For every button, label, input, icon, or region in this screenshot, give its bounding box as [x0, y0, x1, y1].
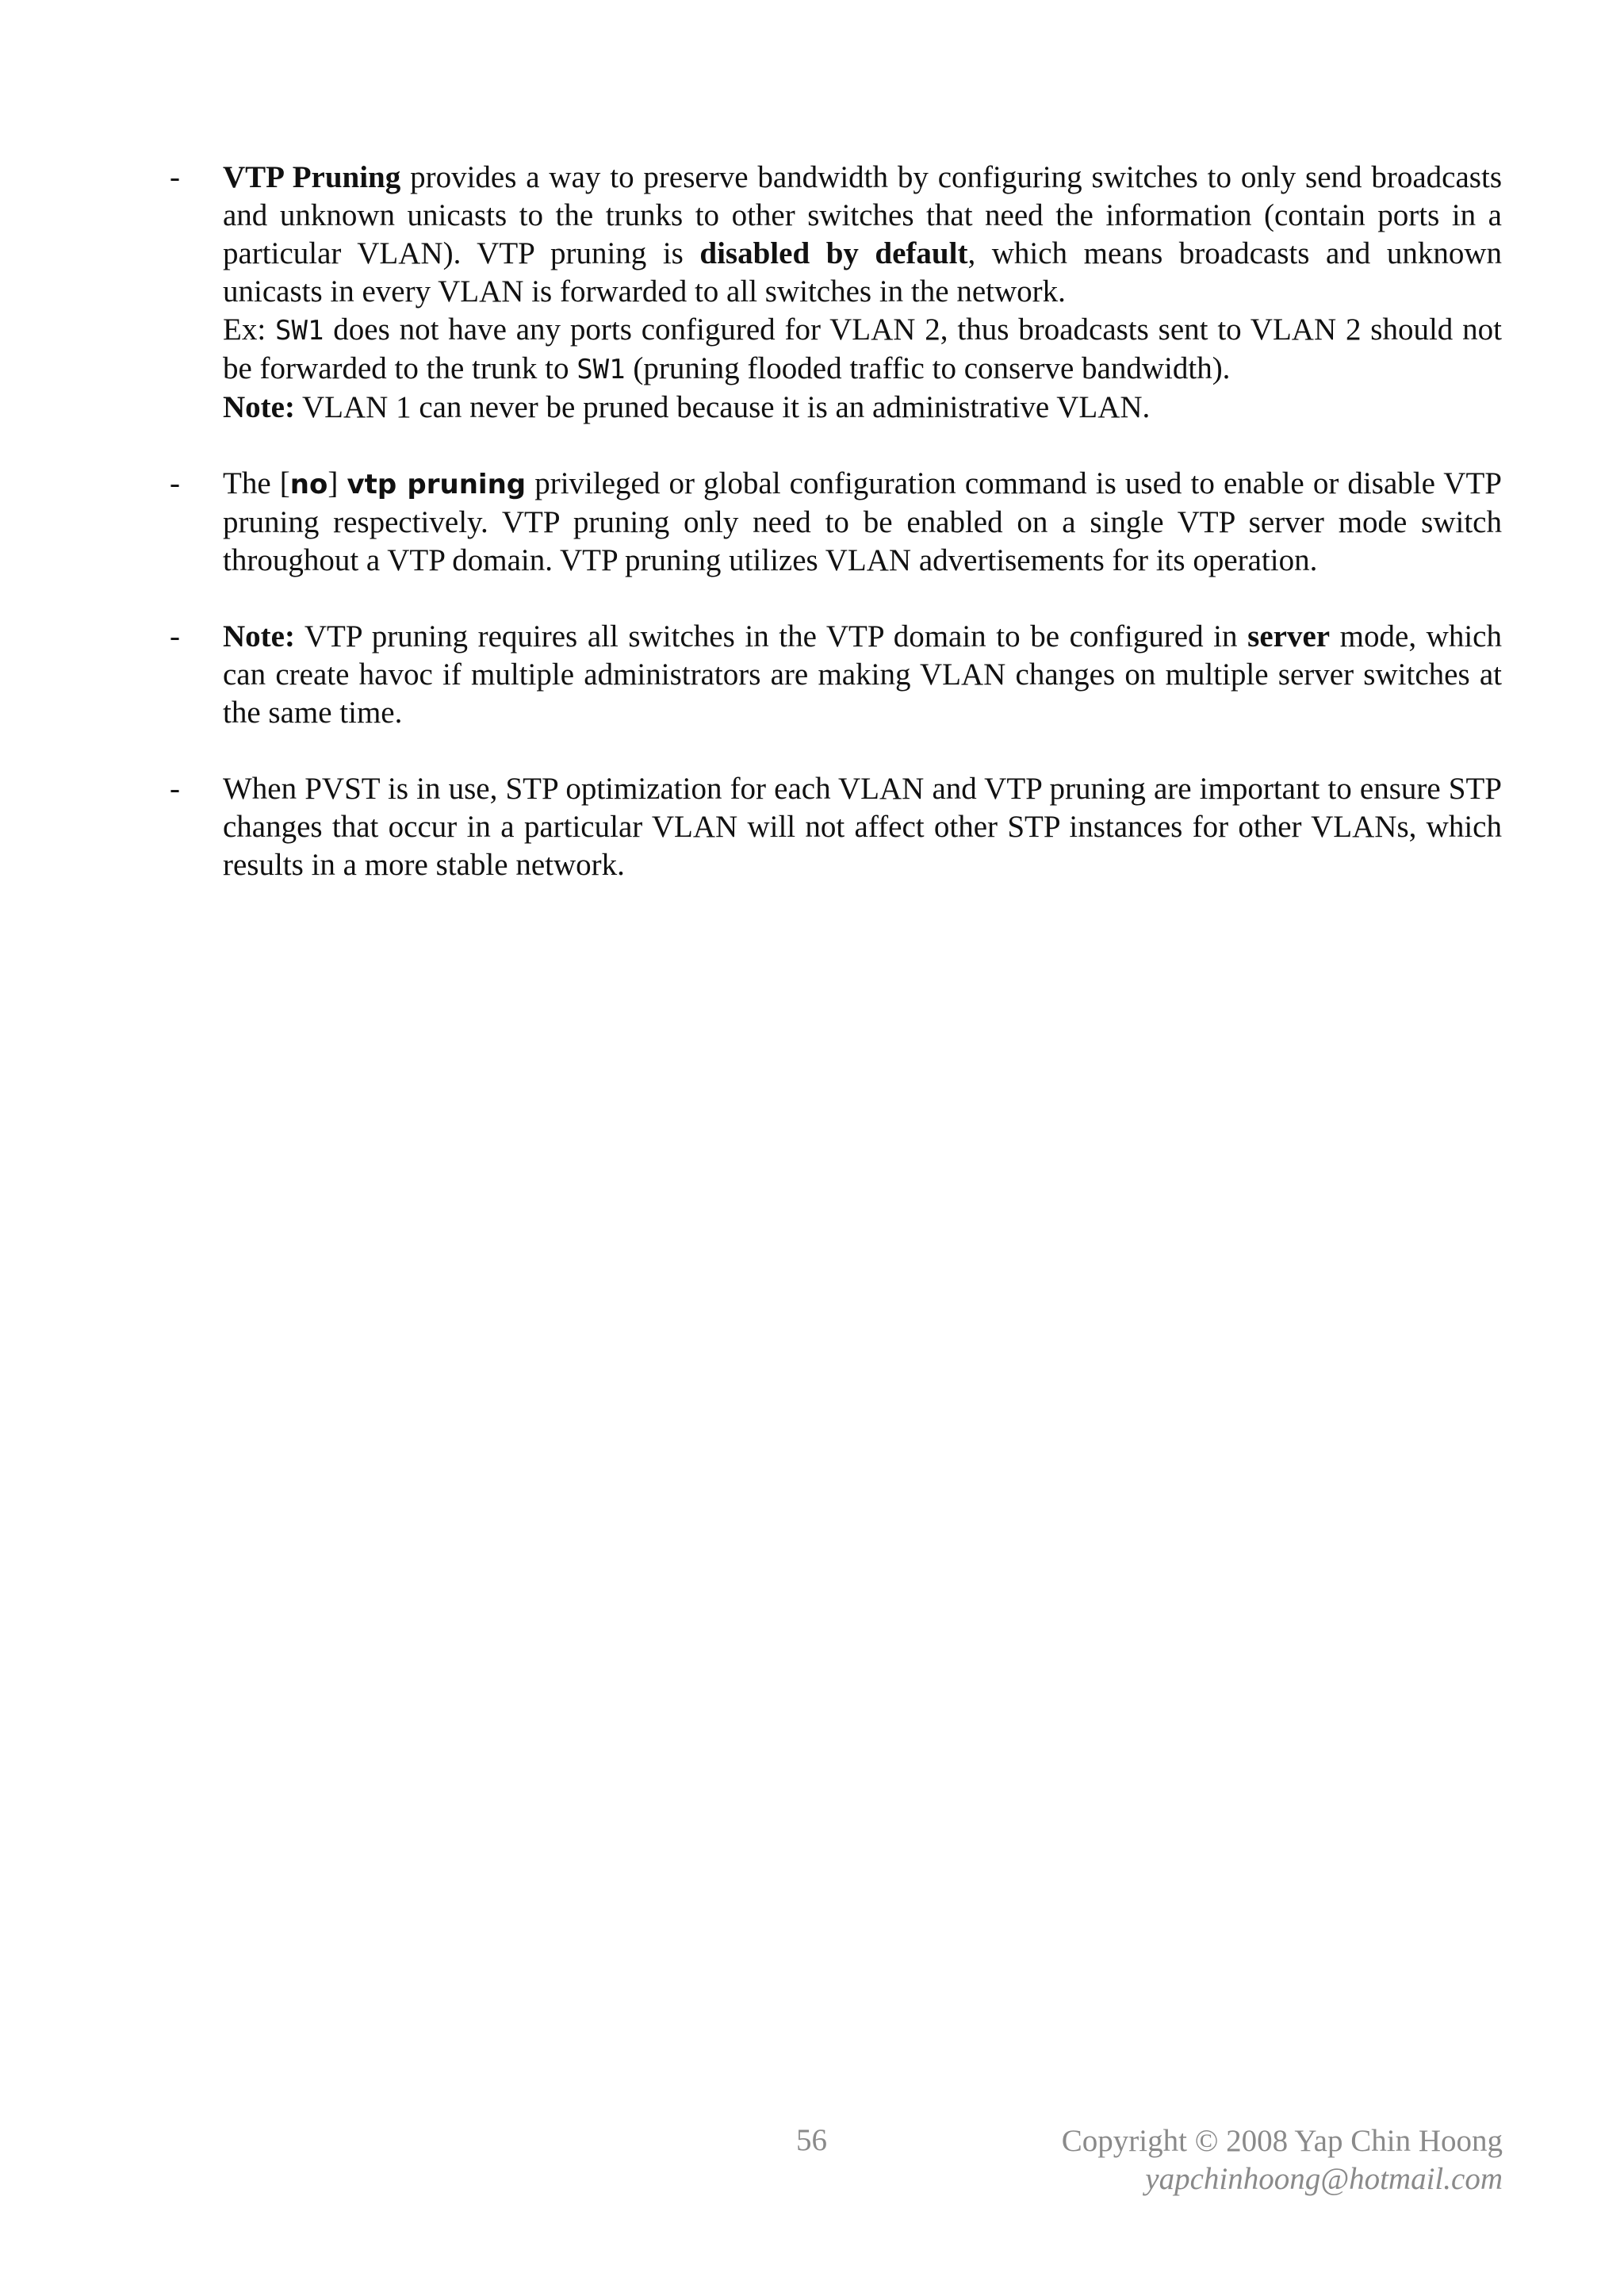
bold-term: server — [1247, 619, 1331, 654]
bullet-paragraph — [223, 770, 1502, 884]
code-text: SW1 — [576, 354, 626, 385]
bold-term: VTP Pruning — [223, 160, 401, 194]
paragraph-text: ] — [327, 466, 347, 500]
bullet-item — [170, 159, 1502, 427]
bullet-dash: - — [170, 772, 180, 806]
page-number: 56 — [796, 2123, 827, 2157]
paragraph-text: provides a way to preserve bandwidth by configuring switches to only send broadcasts and unknown unicasts to the trunks to other switches that need the information (contain ports in a particular VLAN). VTP pruning is — [223, 160, 1502, 270]
bullet-paragraph — [223, 618, 1502, 732]
code-keyword: no — [289, 469, 328, 500]
bullet-item — [170, 618, 1502, 732]
bullet-paragraph — [223, 465, 1502, 580]
paragraph-text: VTP pruning requires all switches in the VTP domain to be configured in — [294, 619, 1248, 654]
paragraph-text: mode, which can create havoc if multiple administrators are making VLAN changes on multiple server switches at the same time. — [223, 619, 1502, 730]
bold-term: disabled by default — [699, 236, 968, 270]
bullet-dash: - — [170, 160, 180, 194]
paragraph-text: When PVST is in use, STP optimization for each VLAN and VTP pruning are important to ensure STP changes that occur in a particular VLAN will not affect other STP instances for other VLANs, which results in a more stable network. — [223, 772, 1502, 882]
paragraph-text: The [ — [223, 466, 290, 500]
bullet-item — [170, 465, 1502, 580]
bullet-dash: - — [170, 619, 180, 654]
bullet-item — [170, 770, 1502, 884]
footer-credits — [1062, 2122, 1503, 2198]
example-prefix: Ex: — [223, 312, 275, 347]
code-command: vtp pruning — [347, 469, 527, 500]
note-label: Note: — [223, 390, 295, 424]
paragraph-text: privileged or global configuration command is used to enable or disable VTP pruning respectively. VTP pruning only need to be enabled on a single VTP server mode switch throughout a VTP domain. VTP pruning utilizes VLAN advertisements for its operation. — [223, 466, 1502, 577]
note-paragraph — [223, 389, 1502, 427]
paragraph-text: does not have any ports configured for VLAN 2, thus broadcasts sent to VLAN 2 should not be forwarded to the trunk to — [223, 312, 1502, 385]
code-text: SW1 — [275, 315, 324, 347]
bullet-paragraph — [223, 159, 1502, 311]
copyright-text: Copyright © 2008 Yap Chin Hoong — [1061, 2124, 1503, 2158]
paragraph-text: , which means broadcasts and unknown unicasts in every VLAN is forwarded to all switches in the network. — [223, 236, 1502, 309]
bullet-dash: - — [170, 466, 180, 500]
example-paragraph — [223, 311, 1502, 389]
note-label: Note: — [223, 619, 295, 654]
paragraph-text: (pruning flooded traffic to conserve bandwidth). — [625, 351, 1231, 385]
note-text: VLAN 1 can never be pruned because it is an administrative VLAN. — [294, 390, 1151, 424]
document-body — [170, 159, 1502, 922]
author-email: yapchinhoong@hotmail.com — [1145, 2162, 1503, 2196]
